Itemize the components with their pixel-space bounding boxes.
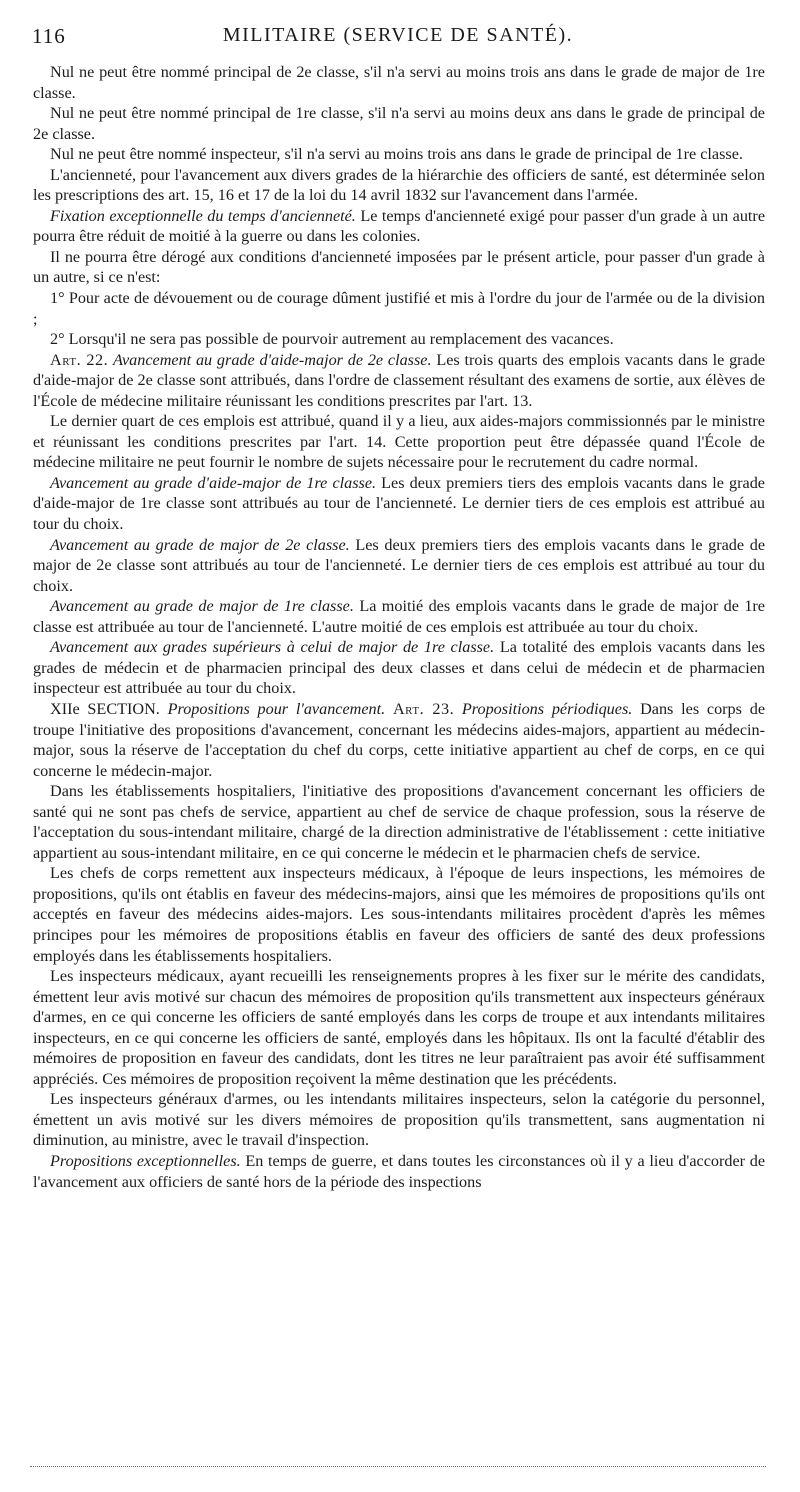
paragraph: Les inspecteurs généraux d'armes, ou les intendants militaires inspecteurs, selon la catégorie du personnel, émettent un avis motivé sur les divers mémoires de proposition qu'ils transmettent, sans augmentation ni diminution, au ministre, avec le travail d'inspection. (33, 1090, 765, 1150)
section-heading: Propositions exceptionnelles. (50, 1151, 241, 1170)
paragraph: Nul ne peut être nommé principal de 1re classe, s'il n'a servi au moins deux ans dans le grade de principal de 2e classe. (33, 104, 765, 143)
paragraph-exceptional: Propositions exceptionnelles. En temps de guerre, et dans toutes les circonstances où il y a lieu d'accorder de l'avancement aux officiers de santé hors de la période des inspections (33, 1151, 766, 1191)
article-label: Art. 22. (50, 350, 109, 369)
paragraph: L'ancienneté, pour l'avancement aux divers grades de la hiérarchie des officiers de santé, est déterminée selon les prescriptions des art. 15, 16 et 17 de la loi du 14 avril 1832 sur l'avancement dans l'armée. (33, 165, 765, 205)
paragraph: Nul ne peut être nommé principal de 2e classe, s'il n'a servi au moins trois ans dans le grade de major de 1re classe. (33, 63, 765, 102)
section-heading: Propositions périodiques. (461, 699, 633, 718)
paragraph-advance: Avancement au grade d'aide-major de 1re classe. Les deux premiers tiers des emplois vacants dans le grade d'aide-major de 1re classe sont attribués au tour de l'ancienneté. Le dernier tiers de ces emplois est attribué au tour du choix. (33, 473, 765, 534)
paragraph-advance: Avancement aux grades supérieurs à celui de major de 1re classe. La totalité des emplois vacants dans les grades de médecin et de pharmacien principal des deux classes et dans celui de médecin et de pharmacien inspecteur est attribuée au tour du choix. (33, 638, 765, 698)
body-text (33, 62, 765, 1192)
list-item: 1° Pour acte de dévouement ou de courage dûment justifié et mis à l'ordre du jour de l'armée ou de la division ; (33, 289, 765, 328)
paragraph: Le dernier quart de ces emplois est attribué, quand il y a lieu, aux aides-majors commissionnés par le ministre et réunissant les conditions prescrites par l'art. 14. Cette proportion peut être dépassée quand l'École de médecine militaire ne peut fournir le nombre de sujets nécessaire pour le recrutement du cadre normal. (33, 412, 765, 472)
section-heading: Avancement au grade d'aide-major de 2e classe. (112, 350, 432, 369)
section-label: XIIe SECTION. (50, 699, 160, 718)
section-heading: Propositions pour l'avancement. (167, 699, 386, 718)
paragraph-fixation: Fixation exceptionnelle du temps d'ancienneté. Le temps d'ancienneté exigé pour passer d'un grade à un autre pourra être réduit de moitié à la guerre ou dans les colonies. (33, 206, 766, 246)
paragraph: Les inspecteurs médicaux, ayant recueilli les renseignements propres à les fixer sur le mérite des candidats, émettent leur avis motivé sur chacun des mémoires de proposition qu'ils transmettent aux inspecteurs généraux d'armes, en ce qui concerne les officiers de santé employés dans les corps de troupe et aux intendants militaires inspecteurs, en ce qui concerne les officiers de santé, employés dans les hôpitaux. Ils ont la faculté d'établir des mémoires de proposition en faveur des candidats, dont les titres ne leur paraîtraient pas avoir été suffisamment appréciés. Ces mémoires de proposition reçoivent la même destination que les précédents. (33, 967, 765, 1088)
running-title: MILITAIRE (SERVICE DE SANTÉ). (222, 24, 574, 46)
list-item: 2° Lorsqu'il ne sera pas possible de pourvoir autrement au remplacement des vacances. (50, 330, 614, 349)
article-label: Art. 23. (392, 699, 455, 718)
running-header (30, 22, 766, 52)
section-heading: Avancement au grade de major de 1re classe. (50, 597, 354, 616)
paragraph-advance: Avancement au grade de major de 2e classe. Les deux premiers tiers des emplois vacants dans le grade de major de 2e classe sont attribués au tour de l'ancienneté. Le dernier tiers de ces emplois est attribué au tour du choix. (33, 535, 766, 595)
paragraph-art-22: Art. 22. Avancement au grade d'aide-major de 2e classe. Les trois quarts des emplois vacants dans le grade d'aide-major de 2e classe sont attribués, dans l'ordre de classement résultant des examens de sortie, aux élèves de l'École de médecine militaire réunissant les conditions prescrites par l'art. 13. (33, 350, 766, 410)
paragraph-section-12: XIIe SECTION. Propositions pour l'avancement. Art. 23. Propositions périodiques. Dans les corps de troupe l'initiative des propositions d'avancement, concernant les médecins aides-majors, appartient au médecin-major, sous la réserve de l'acceptation du chef du corps, cette initiative appartient au chef de corps, en ce qui concerne le médecin-major. (33, 699, 766, 780)
page-number: 116 (32, 24, 66, 48)
section-heading: Avancement aux grades supérieurs à celui de major de 1re classe. (50, 638, 495, 657)
footer-rule (30, 1466, 766, 1467)
section-heading: Avancement au grade de major de 2e classe. (50, 535, 350, 554)
section-heading: Fixation exceptionnelle du temps d'ancienneté. (50, 206, 356, 225)
paragraph-advance: Avancement au grade de major de 1re classe. La moitié des emplois vacants dans le grade de major de 1re classe est attribuée au tour de l'ancienneté. L'autre moitié de ces emplois est attribuée au tour du choix. (33, 597, 765, 636)
paragraph: Dans les établissements hospitaliers, l'initiative des propositions d'avancement concernant les officiers de santé qui ne sont pas chefs de service, appartient au chef de service de chaque profession, sous la réserve de l'acceptation du sous-intendant militaire, chargé de la direction administrative de l'établissement : cette initiative appartient au sous-intendant militaire, en ce qui concerne le médecin et le pharmacien chefs de service. (33, 782, 765, 862)
paragraph: Les chefs de corps remettent aux inspecteurs médicaux, à l'époque de leurs inspections, les mémoires de propositions, qu'ils ont établis en faveur des médecins-majors, ainsi que les mémoires de propositions qu'ils ont acceptés en faveur des médecins aides-majors. Les sous-intendants militaires procèdent d'après les mêmes principes pour les mémoires de propositions établis en faveur des officiers de santé des deux professions employés dans les établissements hospitaliers. (33, 864, 765, 965)
paragraph: Nul ne peut être nommé inspecteur, s'il n'a servi au moins trois ans dans le grade de principal de 1re classe. (50, 145, 743, 164)
paragraph: Il ne pourra être dérogé aux conditions d'ancienneté imposées par le présent article, pour passer d'un grade à un autre, si ce n'est: (33, 247, 765, 287)
section-heading: Avancement au grade d'aide-major de 1re classe. (50, 473, 377, 492)
